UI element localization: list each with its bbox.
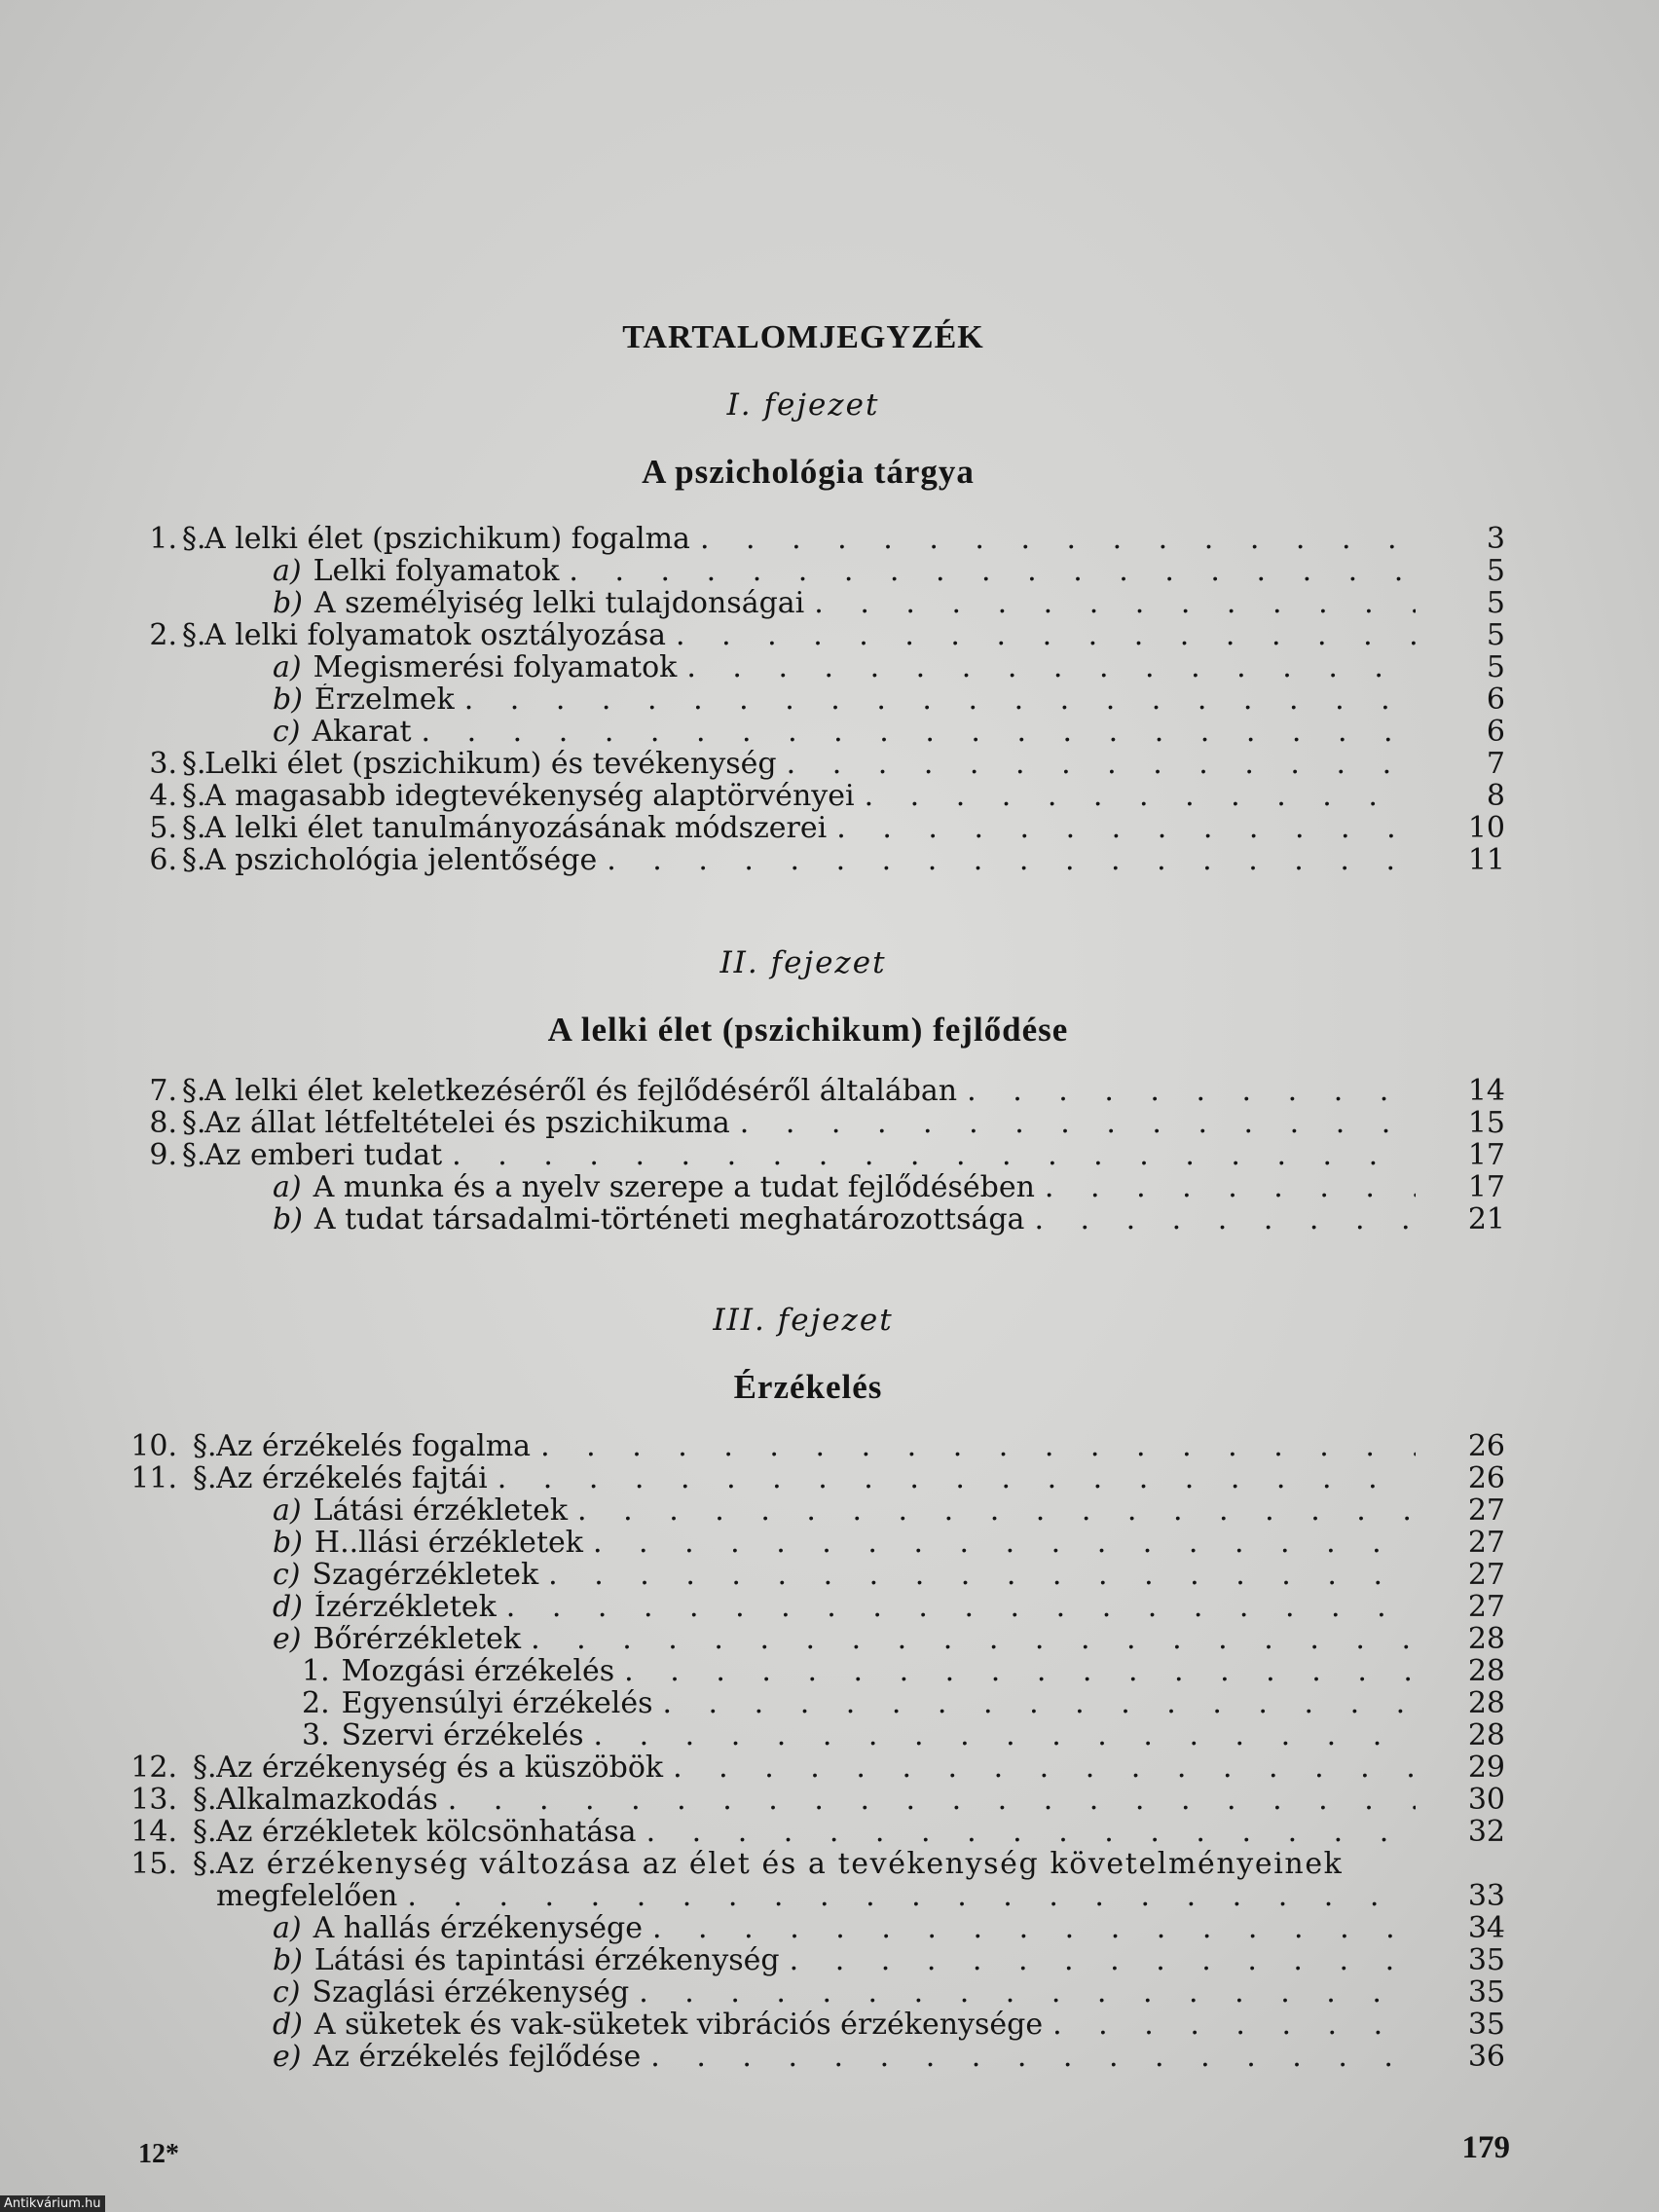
- entry-page: 17: [1467, 1138, 1505, 1172]
- entry-page: 28: [1467, 1718, 1505, 1752]
- section-sign: §.: [182, 811, 206, 845]
- leader-dots: [663, 1751, 1416, 1784]
- watermark-text: Antikvárium.hu: [0, 2195, 105, 2212]
- leader-dots: [614, 1655, 1416, 1687]
- leader-dots: [637, 1816, 1416, 1848]
- entry-label: [204, 523, 690, 555]
- entry-title: A pszichológia jelentősége: [204, 844, 598, 876]
- entry-label: [273, 1203, 1024, 1235]
- section-sign: §.: [182, 522, 206, 556]
- chapter-2-toc: [0, 1075, 1659, 1235]
- section-sign: §.: [182, 1074, 206, 1108]
- leader-dots: [442, 1139, 1416, 1171]
- entry-letter: b): [273, 1527, 303, 1559]
- entry-label: [204, 844, 597, 876]
- entry-line: [204, 619, 1416, 651]
- entry-page: 5: [1486, 618, 1505, 652]
- entry-page: 36: [1467, 2040, 1505, 2074]
- leader-dots: [488, 1462, 1416, 1494]
- entry-title: A süketek és vak-süketek vibrációs érzékenysége: [313, 2009, 1044, 2041]
- leader-dots: [643, 1912, 1416, 1944]
- toc-entry: [0, 555, 1659, 587]
- entry-title: Az érzékenység és a küszöbök: [216, 1751, 664, 1784]
- section-sign: §.: [182, 779, 206, 813]
- entry-line: [273, 1591, 1416, 1623]
- page-number: 179: [1461, 2130, 1510, 2165]
- entry-letter: b): [273, 1944, 303, 1976]
- entry-label: [204, 1075, 957, 1107]
- entry-line: [216, 1430, 1416, 1462]
- chapter-2-title: A lelki élet (pszichikum) fejlődése: [547, 1011, 1069, 1049]
- entry-label: [204, 748, 777, 780]
- entry-label: [216, 1430, 531, 1462]
- entry-line: [204, 1107, 1416, 1139]
- entry-title: Az érzékelés fejlődése: [313, 2041, 642, 2073]
- chapter-1-title: A pszichológia tárgya: [642, 453, 975, 491]
- leader-dots: [438, 1784, 1416, 1816]
- toc-entry: [0, 619, 1659, 651]
- entry-title: A tudat társadalmi-történeti meghatározottsága: [313, 1203, 1025, 1235]
- leader-dots: [629, 1976, 1416, 2009]
- entry-title: A személyiség lelki tulajdonságai: [313, 587, 805, 619]
- entry-number: 15.: [130, 1847, 177, 1881]
- entry-label: [273, 2009, 1043, 2041]
- chapter-1-toc: [0, 523, 1659, 876]
- entry-letter: e): [273, 2041, 302, 2073]
- entry-line: [216, 1751, 1416, 1784]
- entry-page: 28: [1467, 1622, 1505, 1656]
- toc-entry: [0, 1171, 1659, 1203]
- leader-dots: [521, 1623, 1416, 1655]
- toc-entry: [0, 1816, 1659, 1848]
- entry-line: [273, 555, 1416, 587]
- entry-title: Látási érzékletek: [313, 1494, 569, 1527]
- leader-dots: [780, 1944, 1416, 1976]
- entry-title: Szervi érzékelés: [341, 1719, 584, 1751]
- leader-dots: [957, 1075, 1416, 1107]
- entry-letter: c): [273, 1559, 301, 1591]
- toc-entry: [0, 1848, 1659, 1880]
- toc-entry-continuation: [0, 1880, 1659, 1912]
- entry-line: [204, 1075, 1416, 1107]
- entry-line: [204, 844, 1416, 876]
- toc-entry: [0, 1976, 1659, 2009]
- entry-line: [302, 1687, 1416, 1719]
- entry-letter: a): [273, 1494, 302, 1527]
- entry-title: A hallás érzékenysége: [313, 1912, 643, 1944]
- entry-title: Mozgási érzékelés: [341, 1655, 615, 1687]
- entry-number: 14.: [130, 1815, 177, 1849]
- entry-label: [273, 651, 677, 683]
- entry-line: [204, 748, 1416, 780]
- entry-title: Akarat: [312, 716, 412, 748]
- section-sign: §.: [182, 1138, 206, 1172]
- entry-line: [273, 2041, 1416, 2073]
- entry-label: [273, 1623, 521, 1655]
- toc-entry: [0, 1784, 1659, 1816]
- entry-line: [273, 1912, 1416, 1944]
- leader-dots: [690, 523, 1416, 555]
- leader-dots: [583, 1527, 1416, 1559]
- entry-label: [273, 1912, 643, 1944]
- leader-dots: [597, 844, 1416, 876]
- toc-entry: [0, 1075, 1659, 1107]
- entry-letter: a): [273, 651, 302, 683]
- leader-dots: [568, 1494, 1416, 1527]
- entry-label: [302, 1687, 652, 1719]
- toc-entry: [0, 1527, 1659, 1559]
- entry-label: [273, 1591, 497, 1623]
- toc-entry: [0, 1462, 1659, 1494]
- leader-dots: [666, 619, 1416, 651]
- entry-line: [273, 1944, 1416, 1976]
- toc-entry: [0, 1687, 1659, 1719]
- entry-title: Az érzékenység változása az élet és a tevékenység követelményeinek: [216, 1847, 1344, 1881]
- entry-number: 8.: [149, 1106, 177, 1140]
- entry-label: [204, 619, 666, 651]
- entry-letter: b): [273, 587, 303, 619]
- entry-number: 1.: [149, 522, 177, 556]
- entry-label: [273, 1527, 583, 1559]
- entry-subnumber: 1.: [302, 1655, 330, 1687]
- chapter-3-label: III. fejezet: [713, 1303, 894, 1338]
- chapter-3-title: Érzékelés: [733, 1368, 883, 1406]
- entry-title: Ízérzékletek: [313, 1591, 497, 1623]
- entry-letter: b): [273, 1203, 303, 1235]
- entry-page: 5: [1486, 586, 1505, 620]
- leader-dots: [538, 1559, 1416, 1591]
- chapter-1-label: I. fejezet: [726, 387, 880, 423]
- entry-label: [204, 1139, 442, 1171]
- entry-label: [302, 1655, 614, 1687]
- entry-label: [273, 587, 804, 619]
- leader-dots: [455, 683, 1416, 716]
- entry-title: A lelki folyamatok osztályozása: [204, 619, 666, 651]
- entry-line: [273, 651, 1416, 683]
- entry-page: 30: [1467, 1783, 1505, 1817]
- entry-title: Alkalmazkodás: [216, 1784, 438, 1816]
- leader-dots: [1024, 1203, 1416, 1235]
- entry-line: [273, 1494, 1416, 1527]
- entry-page: 27: [1467, 1590, 1505, 1624]
- entry-subnumber: 3.: [302, 1719, 330, 1751]
- entry-title: A munka és a nyelv szerepe a tudat fejlődésében: [313, 1171, 1035, 1203]
- leader-dots: [777, 748, 1416, 780]
- entry-line: [273, 1527, 1416, 1559]
- entry-title: A lelki élet tanulmányozásának módszerei: [204, 812, 828, 844]
- leader-dots: [397, 1880, 1416, 1912]
- leader-dots: [559, 555, 1416, 587]
- entry-page: 7: [1486, 747, 1505, 781]
- entry-label: [273, 555, 559, 587]
- leader-dots: [730, 1107, 1416, 1139]
- entry-label: [216, 1462, 488, 1494]
- entry-page: 21: [1467, 1202, 1505, 1236]
- section-sign: §.: [193, 1847, 217, 1881]
- entry-title: Az érzékelés fogalma: [216, 1430, 532, 1462]
- toc-entry: [0, 683, 1659, 716]
- entry-label: [216, 1816, 637, 1848]
- entry-page: 15: [1467, 1106, 1505, 1140]
- toc-entry: [0, 1203, 1659, 1235]
- entry-line: [273, 716, 1416, 748]
- entry-page: 27: [1467, 1493, 1505, 1528]
- entry-label: [216, 1751, 663, 1784]
- entry-page: 11: [1467, 843, 1505, 877]
- entry-line: [273, 1976, 1416, 2009]
- page-title: TARTALOMJEGYZÉK: [622, 319, 984, 355]
- entry-title: Megismerési folyamatok: [313, 651, 678, 683]
- entry-title: A lelki élet (pszichikum) fogalma: [204, 523, 690, 555]
- leader-dots: [1035, 1171, 1416, 1203]
- entry-page: 27: [1467, 1558, 1505, 1592]
- entry-page: 26: [1467, 1429, 1505, 1463]
- entry-page: 6: [1486, 715, 1505, 749]
- entry-line: [216, 1462, 1416, 1494]
- entry-letter: a): [273, 1171, 302, 1203]
- entry-page: 34: [1467, 1911, 1505, 1945]
- toc-entry: [0, 1944, 1659, 1976]
- section-sign: §.: [182, 1106, 206, 1140]
- toc-entry: [0, 1494, 1659, 1527]
- entry-line: [273, 2009, 1416, 2041]
- entry-letter: a): [273, 555, 302, 587]
- entry-line: [273, 683, 1416, 716]
- toc-entry: [0, 1559, 1659, 1591]
- entry-line: [302, 1719, 1416, 1751]
- toc-entry: [0, 844, 1659, 876]
- entry-number: 5.: [149, 811, 177, 845]
- toc-entry: [0, 1591, 1659, 1623]
- entry-line: [204, 780, 1416, 812]
- entry-label: [204, 1107, 730, 1139]
- entry-line: [273, 1623, 1416, 1655]
- leader-dots: [677, 651, 1416, 683]
- entry-label: [204, 780, 855, 812]
- chapter-2-label: II. fejezet: [719, 945, 887, 980]
- entry-label: [204, 812, 827, 844]
- entry-label: [273, 716, 412, 748]
- entry-title-continuation: megfelelően: [216, 1880, 398, 1912]
- entry-line: [273, 1559, 1416, 1591]
- signature-mark: 12*: [138, 2139, 179, 2169]
- toc-entry: [0, 1623, 1659, 1655]
- entry-title: A lelki élet keletkezéséről és fejlődéséről általában: [204, 1075, 958, 1107]
- section-sign: §.: [193, 1751, 217, 1785]
- chapter-3-toc: [0, 1430, 1659, 2073]
- entry-label: [302, 1719, 584, 1751]
- entry-label: [273, 2041, 641, 2073]
- entry-page: 27: [1467, 1526, 1505, 1560]
- entry-subnumber: 2.: [302, 1687, 330, 1719]
- toc-entry: [0, 1719, 1659, 1751]
- entry-title: Az emberi tudat: [204, 1139, 443, 1171]
- entry-page: 5: [1486, 650, 1505, 684]
- entry-title: Egyensúlyi érzékelés: [341, 1687, 653, 1719]
- entry-title: Az érzékelés fajtái: [216, 1462, 488, 1494]
- toc-entry: [0, 1655, 1659, 1687]
- entry-page: 26: [1467, 1461, 1505, 1495]
- entry-letter: c): [273, 1976, 301, 2009]
- leader-dots: [412, 716, 1416, 748]
- entry-line: [273, 1203, 1416, 1235]
- entry-title: Bőrérzékletek: [313, 1623, 522, 1655]
- entry-title: Az érzékletek kölcsönhatása: [216, 1816, 637, 1848]
- toc-entry: [0, 780, 1659, 812]
- leader-dots: [584, 1719, 1417, 1751]
- entry-page: 5: [1486, 554, 1505, 588]
- entry-line: [204, 812, 1416, 844]
- entry-page: 3: [1486, 522, 1505, 556]
- entry-title: Látási és tapintási érzékenység: [313, 1944, 780, 1976]
- toc-entry: [0, 812, 1659, 844]
- section-sign: §.: [182, 843, 206, 877]
- toc-entry: [0, 716, 1659, 748]
- entry-page: 33: [1467, 1879, 1505, 1913]
- toc-entry: [0, 2041, 1659, 2073]
- entry-page: 6: [1486, 682, 1505, 717]
- entry-line: [204, 523, 1416, 555]
- entry-number: 12.: [130, 1751, 177, 1785]
- entry-page: 32: [1467, 1815, 1505, 1849]
- entry-letter: a): [273, 1912, 302, 1944]
- leader-dots: [652, 1687, 1416, 1719]
- entry-title: Lelki folyamatok: [313, 555, 560, 587]
- entry-page: 29: [1467, 1751, 1505, 1785]
- leader-dots: [497, 1591, 1416, 1623]
- entry-line: [204, 1139, 1416, 1171]
- entry-letter: d): [273, 1591, 303, 1623]
- entry-number: 7.: [149, 1074, 177, 1108]
- leader-dots: [804, 587, 1416, 619]
- entry-number: 3.: [149, 747, 177, 781]
- entry-letter: e): [273, 1623, 302, 1655]
- section-sign: §.: [193, 1461, 217, 1495]
- entry-title: A magasabb idegtevékenység alaptörvényei: [204, 780, 855, 812]
- entry-page: 17: [1467, 1170, 1505, 1204]
- entry-line: [216, 1784, 1416, 1816]
- leader-dots: [531, 1430, 1416, 1462]
- toc-entry: [0, 1107, 1659, 1139]
- entry-page: 28: [1467, 1686, 1505, 1720]
- entry-number: 6.: [149, 843, 177, 877]
- section-sign: §.: [182, 747, 206, 781]
- entry-label: [273, 1171, 1035, 1203]
- entry-page: 14: [1467, 1074, 1505, 1108]
- entry-label: [273, 683, 455, 716]
- leader-dots: [641, 2041, 1416, 2073]
- entry-page: 35: [1467, 1943, 1505, 1977]
- toc-entry: [0, 1139, 1659, 1171]
- entry-line: [216, 1880, 1416, 1912]
- entry-line: [302, 1655, 1416, 1687]
- entry-letter: d): [273, 2009, 303, 2041]
- leader-dots: [1043, 2009, 1416, 2041]
- toc-entry: [0, 587, 1659, 619]
- toc-entry: [0, 1751, 1659, 1784]
- entry-page: 35: [1467, 2008, 1505, 2042]
- entry-number: 10.: [130, 1429, 177, 1463]
- entry-title: H..llási érzékletek: [313, 1527, 583, 1559]
- leader-dots: [855, 780, 1416, 812]
- toc-entry: [0, 748, 1659, 780]
- section-sign: §.: [193, 1429, 217, 1463]
- entry-label: [216, 1784, 438, 1816]
- toc-entry: [0, 2009, 1659, 2041]
- entry-page: 28: [1467, 1654, 1505, 1688]
- entry-label: [273, 1944, 780, 1976]
- entry-number: 13.: [130, 1783, 177, 1817]
- entry-page: 8: [1486, 779, 1505, 813]
- entry-number: 9.: [149, 1138, 177, 1172]
- entry-line: [216, 1816, 1416, 1848]
- section-sign: §.: [193, 1783, 217, 1817]
- leader-dots: [827, 812, 1416, 844]
- entry-label: [273, 1494, 568, 1527]
- entry-title: Lelki élet (pszichikum) és tevékenység: [204, 748, 777, 780]
- entry-line: [273, 1171, 1416, 1203]
- entry-title: Érzelmek: [313, 683, 455, 716]
- section-sign: §.: [193, 1815, 217, 1849]
- toc-entry: [0, 523, 1659, 555]
- entry-page: 10: [1467, 811, 1505, 845]
- entry-label: [273, 1976, 629, 2009]
- entry-letter: b): [273, 683, 303, 716]
- toc-entry: [0, 1430, 1659, 1462]
- toc-entry: [0, 1912, 1659, 1944]
- section-sign: §.: [182, 618, 206, 652]
- entry-title: Szaglási érzékenység: [312, 1976, 630, 2009]
- entry-title: Szagérzékletek: [312, 1559, 539, 1591]
- entry-number: 11.: [130, 1461, 177, 1495]
- entry-number: 2.: [149, 618, 177, 652]
- entry-line: [273, 587, 1416, 619]
- entry-label: [273, 1559, 538, 1591]
- entry-title: Az állat létfeltételei és pszichikuma: [204, 1107, 730, 1139]
- entry-letter: c): [273, 716, 301, 748]
- toc-entry: [0, 651, 1659, 683]
- entry-page: 35: [1467, 1975, 1505, 2009]
- entry-number: 4.: [149, 779, 177, 813]
